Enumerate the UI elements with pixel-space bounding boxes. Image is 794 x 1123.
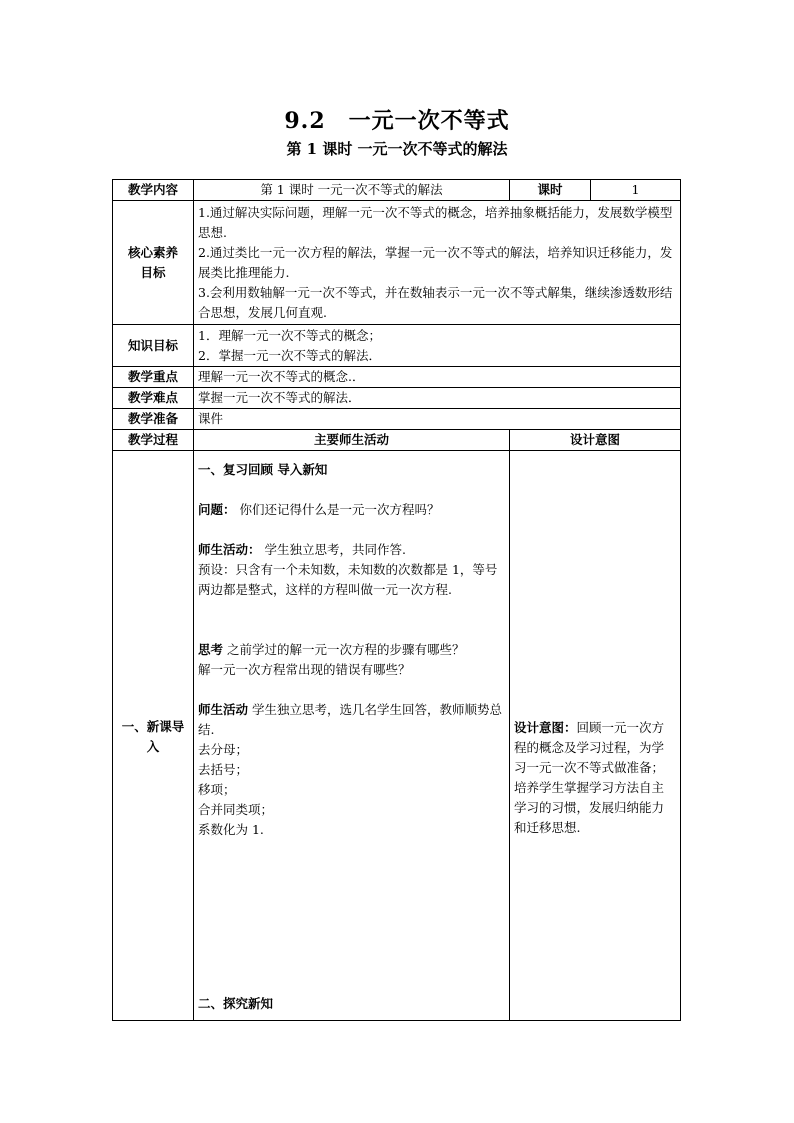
label-core-line2: 目标 [140,264,166,280]
label-content: 教学内容 [113,180,194,201]
label-prep: 教学准备 [113,409,194,430]
label-core-line1: 核心素养 [127,244,178,260]
core-goal-item: 3.会利用数轴解一元一次不等式，并在数轴表示一元一次不等式解集，继续渗透数形结合思想，发展几何直观. [198,284,673,320]
label-key-point: 教学重点 [113,367,194,388]
question-text: 你们还记得什么是一元一次方程吗？ [239,501,440,517]
row-stage-intro [113,451,681,1021]
activity2-label: 师生活动 [198,701,249,717]
knowledge-goals [194,325,681,367]
section-explore: 二、探究新知 [198,995,274,1011]
core-goals [194,201,681,325]
think-label: 思考 [198,641,224,657]
knowledge-item: 2．掌握一元一次不等式的解法． [198,347,381,363]
lesson-plan-table [112,179,681,1021]
difficulty-value: 掌握一元一次不等式的解法． [194,388,681,409]
think-text-2: 解一元一次方程常出现的错误有哪些？ [198,661,411,677]
activity-text: 学生独立思考，共同作答. [264,541,406,557]
row-knowledge [113,325,681,367]
document-title: 9.2 一元一次不等式 [284,108,510,134]
header-process: 教学过程 [113,430,194,451]
hours-value: 1 [591,180,681,201]
row-core [113,201,681,325]
row-key-point [113,367,681,388]
document-subtitle: 第 1 课时 一元一次不等式的解法 [286,140,508,158]
label-difficulty: 教学难点 [113,388,194,409]
row-difficulty [113,388,681,409]
activity2-text: 学生独立思考，选几名学生回答，教师顺势总结. [198,701,503,737]
section-review: 一、复习回顾 导入新知 [198,461,328,477]
design-cell [510,451,681,1021]
step-item: 系数化为 1. [198,821,264,837]
row-process-header [113,430,681,451]
row-content [113,180,681,201]
step-item: 去括号； [198,761,249,777]
activity2-line [198,700,505,740]
knowledge-item: 1．理解一元一次不等式的概念； [198,327,381,343]
activity-line [198,540,505,560]
question-label: 问题： [198,501,236,517]
step-item: 合并同类项； [198,801,274,817]
design-text: 回顾一元一次方程的概念及学习过程，为学习一元一次不等式做准备；培养学生掌握学习方法自主学习的习惯，发展归纳能力和迁移思想. [514,719,665,835]
label-hours: 课时 [510,180,591,201]
core-goal-item: 2.通过类比一元一次方程的解法，掌握一元一次不等式的解法，培养知识迁移能力，发展类比推理能力. [198,244,673,280]
think-line [198,640,505,660]
step-item: 移项； [198,781,236,797]
preset-text: 预设：只含有一个未知数，未知数的次数都是 1，等号两边都是整式，这样的方程叫做一元一次方程. [198,561,498,597]
think-text: 之前学过的解一元一次方程的步骤有哪些？ [227,641,465,657]
label-core [113,201,194,325]
prep-value: 课件 [194,409,681,430]
header-activities: 主要师生活动 [194,430,510,451]
activity-label: 师生活动： [198,541,261,557]
activities-cell [194,451,510,1021]
step-item: 去分母； [198,741,249,757]
design-label: 设计意图： [514,719,577,735]
header-design: 设计意图 [510,430,681,451]
content-value: 第 1 课时 一元一次不等式的解法 [194,180,510,201]
row-prep [113,409,681,430]
key-point-value: 理解一元一次不等式的概念.． [194,367,681,388]
label-knowledge: 知识目标 [113,325,194,367]
stage-name: 一、新课导入 [113,451,194,1021]
question-line [198,500,505,520]
core-goal-item: 1.通过解决实际问题，理解一元一次不等式的概念，培养抽象概括能力，发展数学模型思想. [198,204,673,240]
